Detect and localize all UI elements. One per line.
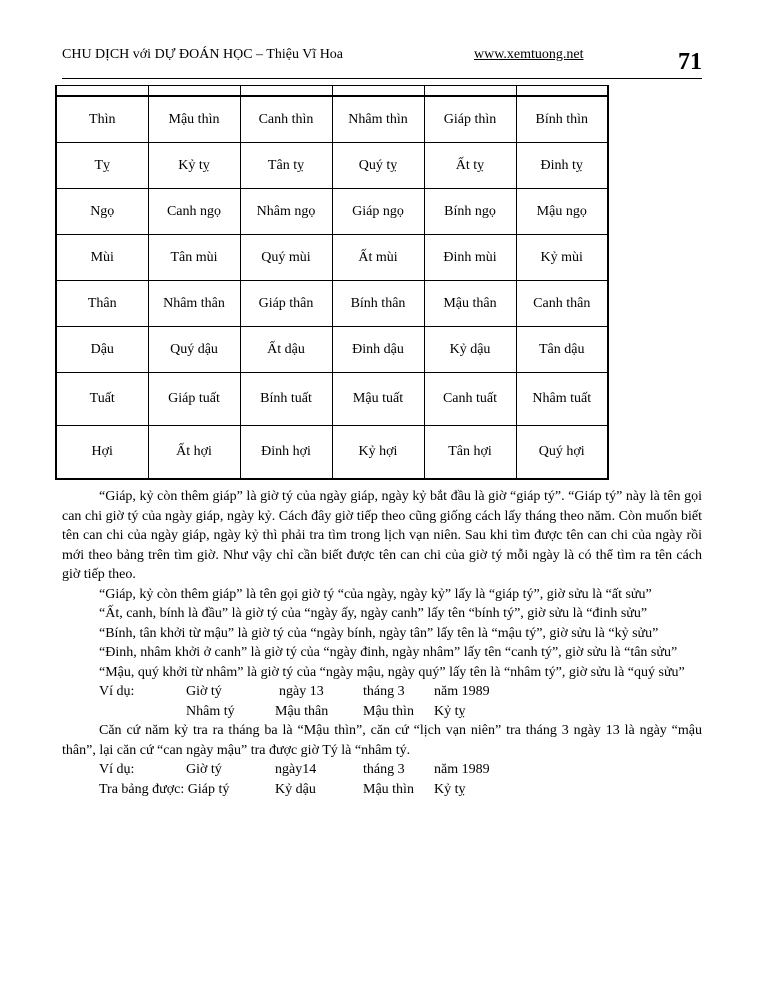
table-cell: Tuất [56, 373, 148, 426]
table-cell: Quý hợi [516, 426, 608, 480]
table-cell: Bính thìn [516, 96, 608, 143]
page-number: 71 [678, 49, 702, 75]
table-cell: Quý mùi [240, 235, 332, 281]
table-cell: Thân [56, 281, 148, 327]
table-cell: Canh tuất [424, 373, 516, 426]
table-cell: Kỷ mùi [516, 235, 608, 281]
example-month: tháng 3 [363, 762, 405, 777]
table-cell: Canh thìn [240, 96, 332, 143]
table-cell: Ất dậu [240, 327, 332, 373]
table-cell: Nhâm tuất [516, 373, 608, 426]
table-cell: Quý tỵ [332, 143, 424, 189]
table-cell: Hợi [56, 426, 148, 480]
table-row [56, 281, 608, 327]
example-label: Ví dụ: [99, 684, 135, 699]
result-year: Kỷ tỵ [434, 781, 466, 797]
table-cell: Giáp thân [240, 281, 332, 327]
website-link[interactable]: www.xemtuong.net [474, 47, 584, 62]
table-cell: Mậu ngọ [516, 189, 608, 235]
table-cell: Ất tỵ [424, 143, 516, 189]
example-year: năm 1989 [434, 762, 490, 777]
result-hour: Tra bảng được: Giáp tý [99, 781, 230, 797]
table-cell: Mậu thân [424, 281, 516, 327]
table-cell: Tân hợi [424, 426, 516, 480]
example-result-line [62, 702, 702, 722]
table-cell: Kỷ dậu [424, 327, 516, 373]
result-day: Kỷ dậu [275, 781, 316, 797]
table-row [56, 373, 608, 426]
table-cell: Đinh tỵ [516, 143, 608, 189]
table-cell: Canh thân [516, 281, 608, 327]
table-row [56, 143, 608, 189]
table-row [56, 327, 608, 373]
body-text [62, 487, 702, 799]
table-cell: Bính thân [332, 281, 424, 327]
table-cell: Giáp thìn [424, 96, 516, 143]
table-cell: Bính tuất [240, 373, 332, 426]
example-hour: Giờ tý [186, 684, 222, 699]
table-cell: Giáp tuất [148, 373, 240, 426]
table-cell: Mậu thìn [148, 96, 240, 143]
table-row [56, 235, 608, 281]
table-cell: Thìn [56, 96, 148, 143]
table-cell: Bính ngọ [424, 189, 516, 235]
table-cell: Mùi [56, 235, 148, 281]
table-cell: Nhâm thìn [332, 96, 424, 143]
result-month: Mậu thìn [363, 703, 414, 719]
table-cell: Quý dậu [148, 327, 240, 373]
table-header-row [56, 86, 608, 97]
table-row [56, 96, 608, 143]
example-line [62, 760, 702, 780]
result-day: Mậu thân [275, 703, 329, 719]
table-cell: Đinh mùi [424, 235, 516, 281]
table-cell: Giáp ngọ [332, 189, 424, 235]
example-line [62, 682, 702, 702]
book-title: CHU DỊCH với DỰ ĐOÁN HỌC – Thiệu Vĩ Hoa [62, 47, 344, 62]
table-cell: Tân dậu [516, 327, 608, 373]
example-result-line [62, 780, 702, 800]
paragraph: “Bính, tân khởi từ mậu” là giờ tý của “ngày bính, ngày tân” lấy tên là “mậu tý”, giờ sửu là “kỷ sửu” [99, 625, 659, 641]
example-day: ngày14 [275, 762, 317, 777]
example-label: Ví dụ: [99, 762, 135, 777]
example-year: năm 1989 [434, 684, 490, 699]
table-cell: Canh ngọ [148, 189, 240, 235]
can-chi-table [55, 85, 609, 480]
example-hour: Giờ tý [186, 762, 222, 777]
table-cell: Ngọ [56, 189, 148, 235]
paragraph: “Ất, canh, bính là đầu” là giờ tý của “ngày ấy, ngày canh” lấy tên “bính tý”, giờ sửu là “đinh sửu” [99, 606, 648, 621]
table-cell: Mậu tuất [332, 373, 424, 426]
table-cell: Tân tỵ [240, 143, 332, 189]
paragraph: “Giáp, kỷ còn thêm giáp” là giờ tý của ngày giáp, ngày kỷ bắt đầu là giờ “giáp tý”. “Giáp tý” này là tên gọi can chi giờ tý của ngày giáp, ngày kỷ. Cách đây giờ tiếp theo cũng giống cách lấy tháng theo năm. Còn muốn biết tên can chi của ngày giáp, ngày kỷ thì phải tra tìm trong lịch vạn niên. Sau khi tìm được tên can chi của ngày rồi mới theo bảng trên tìm giờ. Như vậy chỉ cần biết được tên can chi của giờ tý mỗi ngày là có thể tìm ra tên cách giờ tiếp theo. [62, 489, 702, 582]
table-cell: Ất mùi [332, 235, 424, 281]
table-cell: Tân mùi [148, 235, 240, 281]
example-day: ngày 13 [279, 684, 324, 699]
result-year: Kỷ tỵ [434, 703, 466, 719]
paragraph: Căn cứ năm kỷ tra ra tháng ba là “Mậu thìn”, căn cứ “lịch vạn niên” tra tháng 3 ngày 13 là ngày “mậu thân”, lại căn cứ “can ngày mậu” tra được giờ Tý là “nhâm tý. [62, 723, 702, 758]
paragraph: “Giáp, kỷ còn thêm giáp” là tên gọi giờ tý “của ngày, ngày kỷ” lấy là “giáp tý”, giờ sửu là “ất sửu” [99, 586, 652, 602]
table-cell: Ất hợi [148, 426, 240, 480]
table-cell: Tỵ [56, 143, 148, 189]
table-cell: Nhâm ngọ [240, 189, 332, 235]
table-row [56, 426, 608, 480]
table-row [56, 189, 608, 235]
result-month: Mậu thìn [363, 781, 414, 797]
example-month: tháng 3 [363, 684, 405, 699]
table-cell: Kỷ tỵ [148, 143, 240, 189]
paragraph: “Mậu, quý khởi từ nhâm” là giờ tý của “ngày mậu, ngày quý” lấy tên là “nhâm tý”, giờ sửu là “quý sửu” [99, 664, 685, 680]
table-cell: Kỷ hợi [332, 426, 424, 480]
page-header [62, 44, 702, 80]
paragraph: “Đinh, nhâm khởi ở canh” là giờ tý của “ngày đinh, ngày nhâm” lấy tên “canh tý”, giờ sửu là “tân sửu” [99, 645, 678, 660]
table-cell: Dậu [56, 327, 148, 373]
header-rule [62, 78, 702, 79]
result-hour: Nhâm tý [186, 703, 235, 719]
table-cell: Đinh dậu [332, 327, 424, 373]
table-cell: Nhâm thân [148, 281, 240, 327]
table-cell: Đinh hợi [240, 426, 332, 480]
